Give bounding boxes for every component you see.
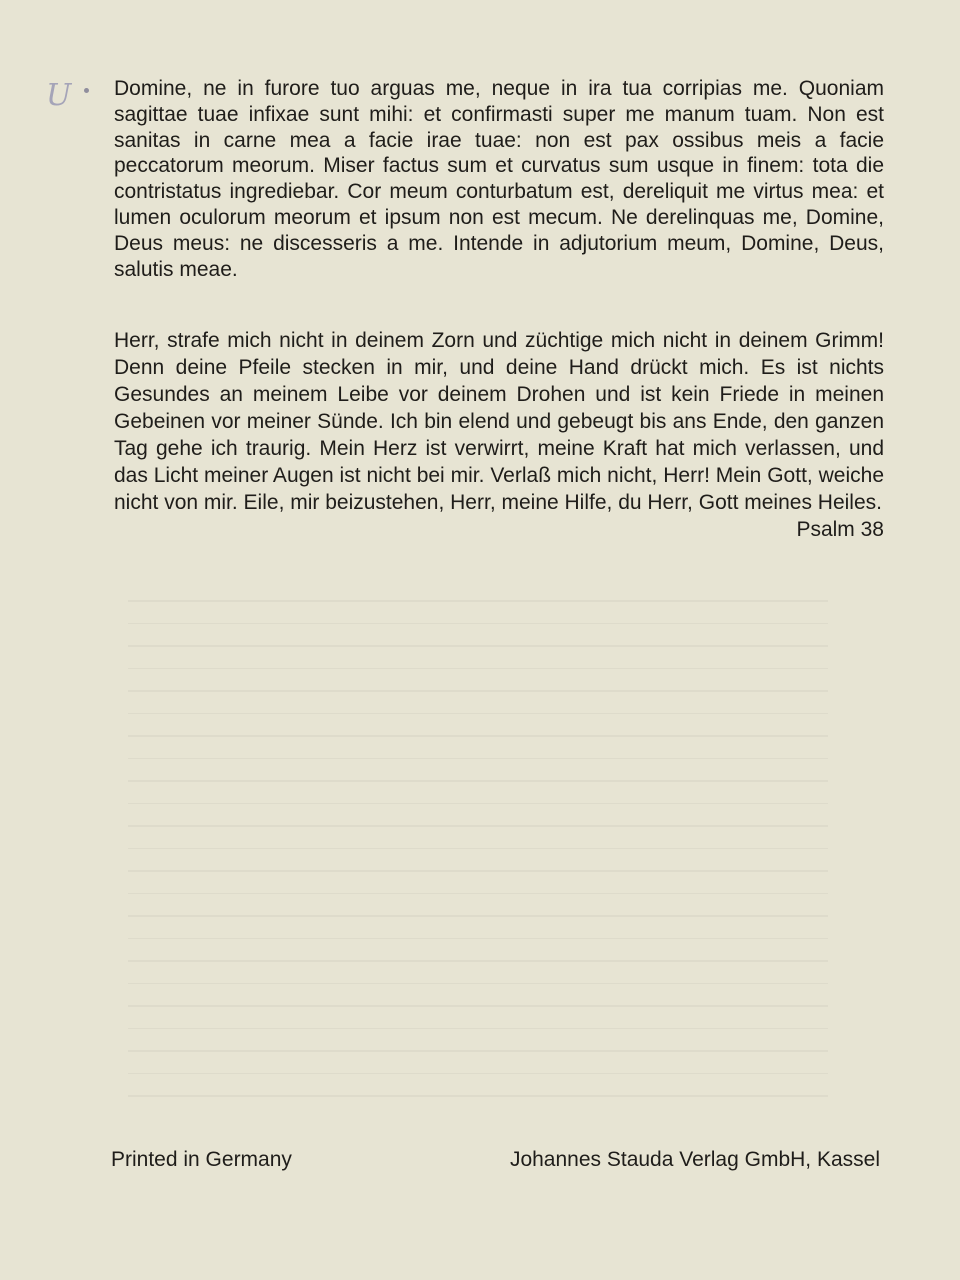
imprint-country: Printed in Germany — [111, 1148, 292, 1171]
german-psalm-paragraph — [114, 327, 884, 543]
pencil-margin-note: U — [46, 78, 70, 113]
german-psalm-text: Herr, strafe mich nicht in deinem Zorn und züchtige mich nicht in deinem Grimm! Denn deine Pfeile stecken in mir, und deine Hand drückt mich. Es ist nichts Gesundes an meinem Leibe vor deinem Drohen und ist kein Friede in meinen Gebeinen vor meiner Sünde. Ich bin elend und gebeugt bis ans Ende, den ganzen Tag gehe ich traurig. Mein Herz ist verwirrt, meine Kraft hat mich verlassen, und das Licht meiner Augen ist nicht bei mir. Verlaß mich nicht, Herr! Mein Gott, weiche nicht von mir. Eile, mir beizustehen, Herr, meine Hilfe, du Herr, Gott meines Heiles. — [114, 329, 884, 514]
margin-dot-mark — [84, 88, 89, 93]
publisher-imprint: Johannes Stauda Verlag GmbH, Kassel — [509, 1148, 880, 1171]
latin-psalm-text: Domine, ne in furore tuo arguas me, neque in ira tua corripias me. Quoniam sagittae tuae infixae sunt mihi: et confirmasti super me manum tuam. Non est sanitas in carne mea a facie irae tuae: non est pax ossibus meis a facie peccatorum meorum. Miser factus sum et curvatus sum usque in finem: tota die contristatus ingrediebar. Cor meum conturbatum est, dereliquit me virtus mea: et lumen oculorum meorum et ipsum non est mecum. Ne derelinquas me, Domine, Deus meus: ne discesseris a me. Intende in adjutorium meum, Domine, Deus, salutis meae. — [114, 77, 884, 281]
reverse-page-show-through — [128, 600, 828, 1160]
psalm-reference: Psalm 38 — [796, 518, 884, 541]
